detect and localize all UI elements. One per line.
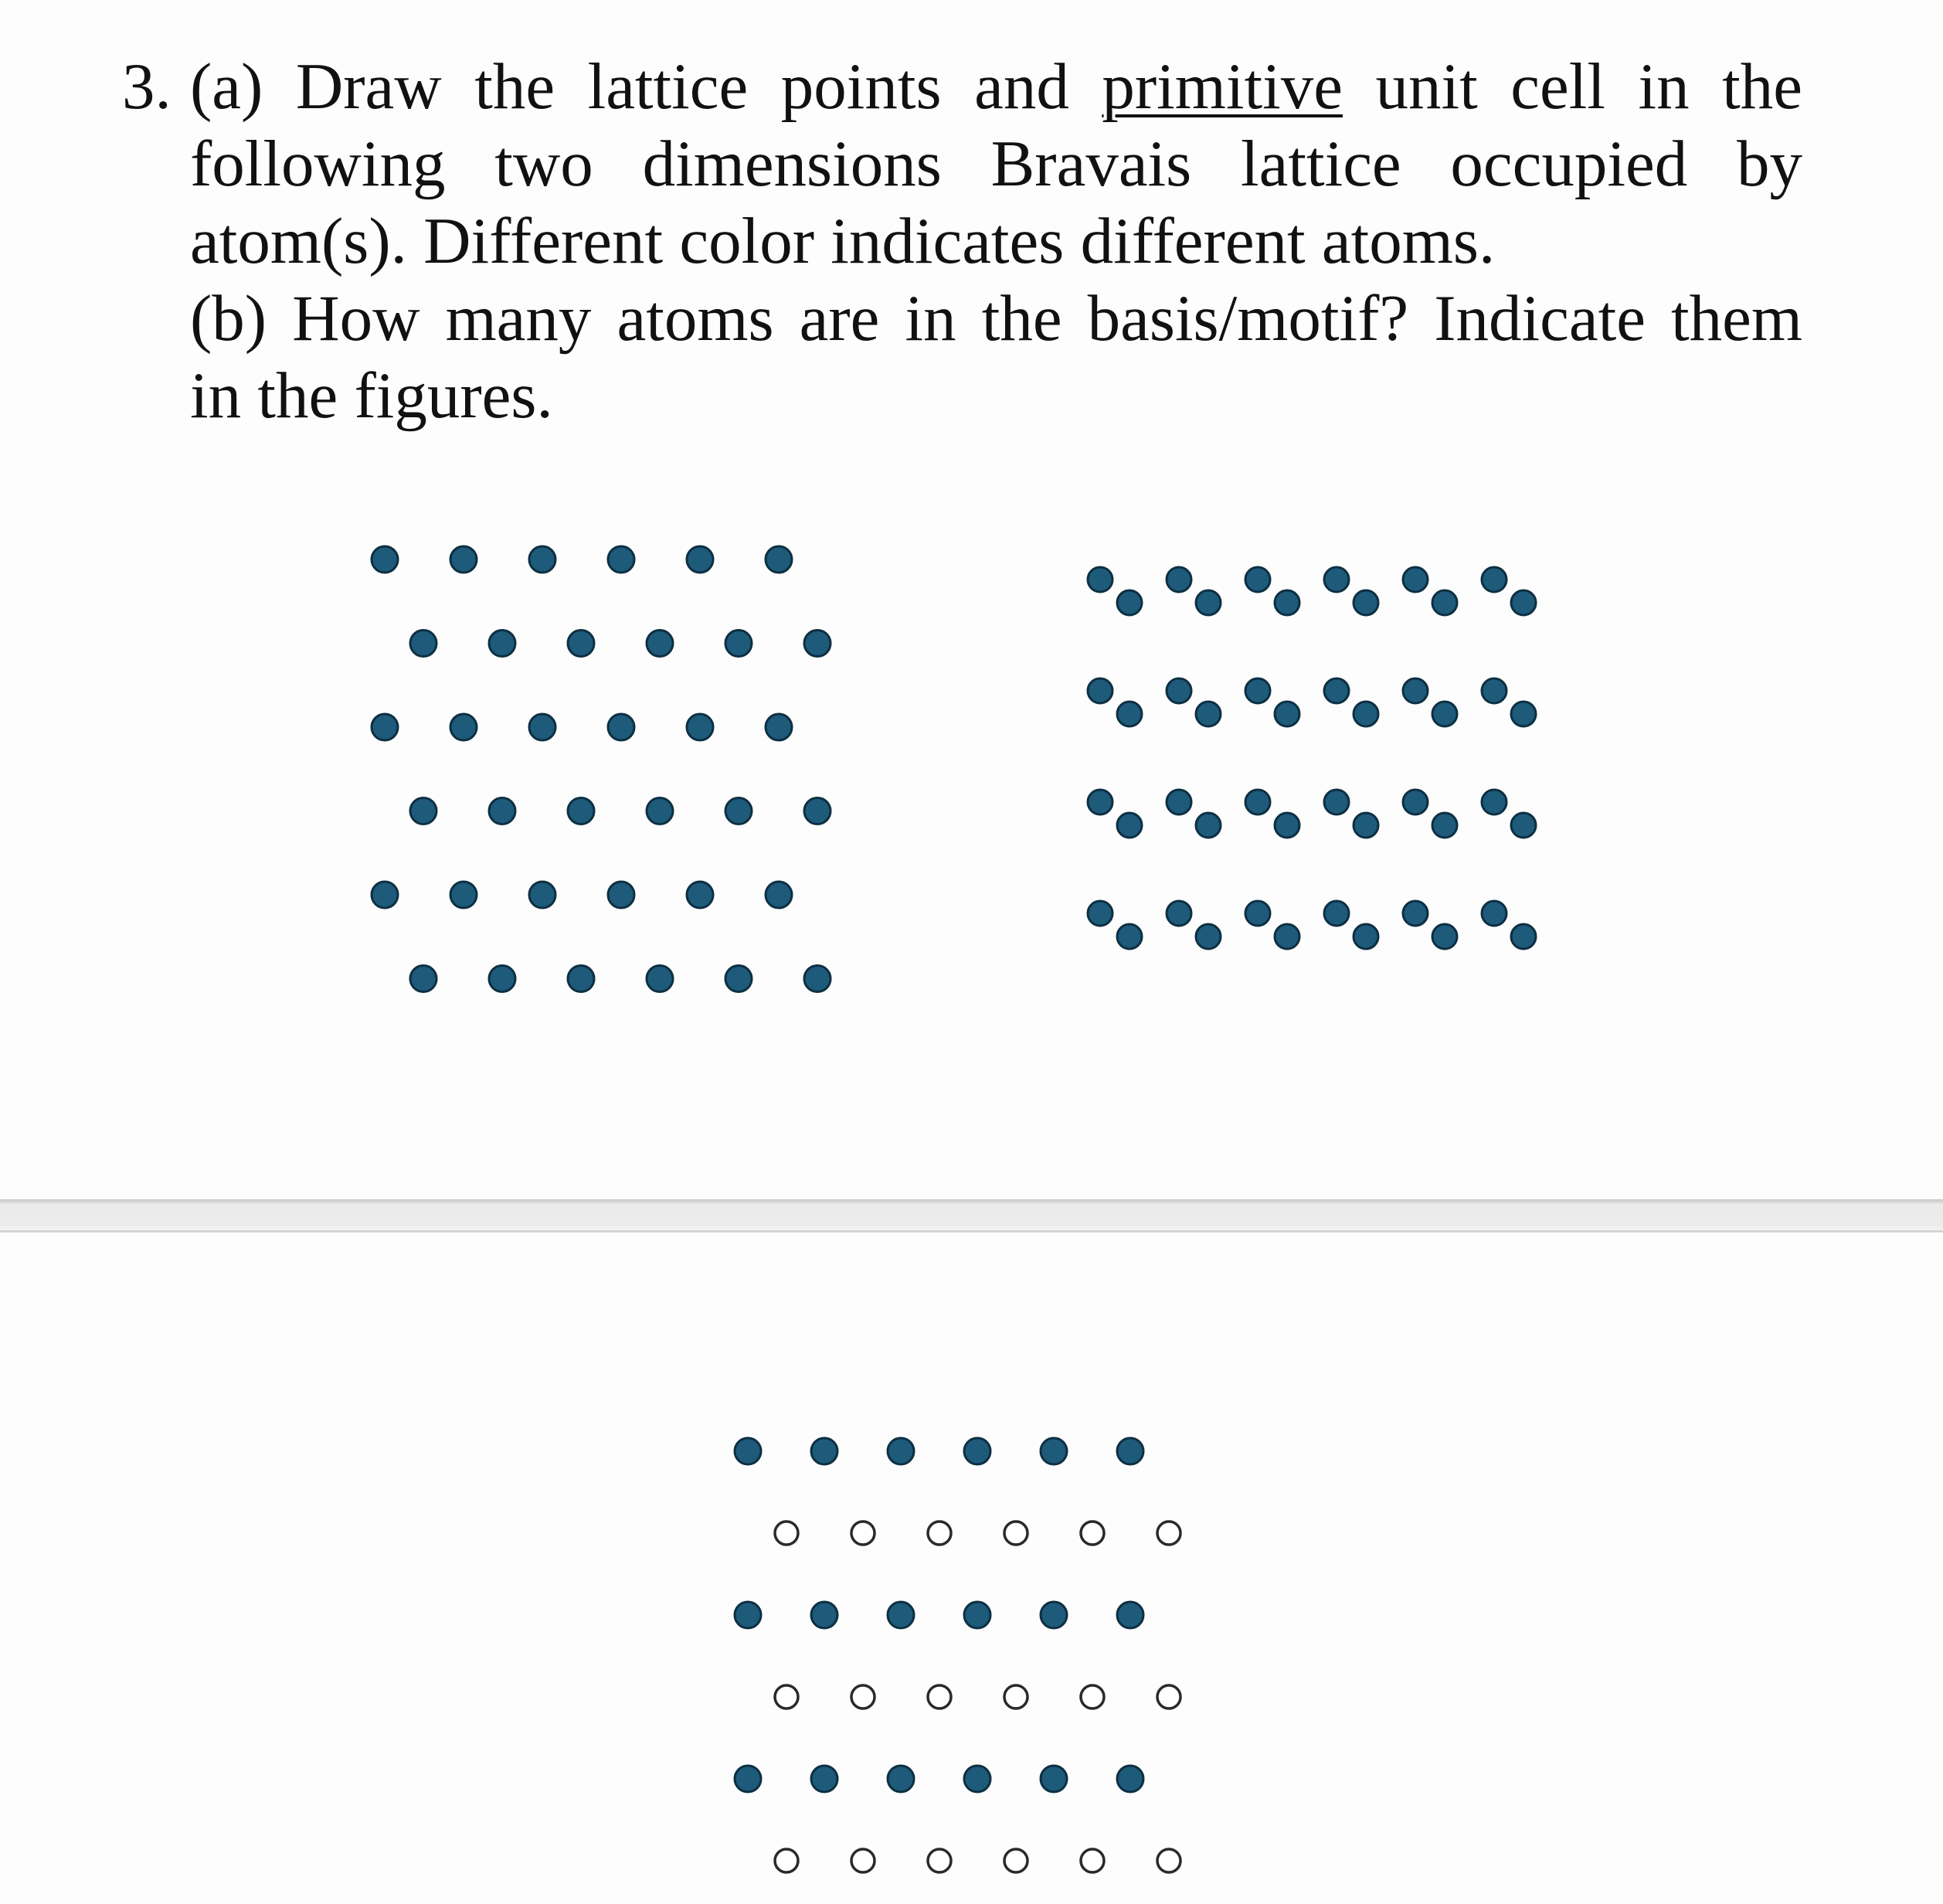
basis-atom-1 [1088, 567, 1112, 592]
lattice-atom [804, 631, 831, 657]
lattice-figure-1 [355, 525, 850, 1005]
filled-atom [964, 1766, 990, 1792]
basis-atom-1 [1167, 901, 1191, 926]
question-number: 3. [122, 50, 172, 123]
open-atom [775, 1685, 798, 1708]
lattice-atom [725, 966, 752, 992]
basis-atom-1 [1245, 790, 1270, 814]
question-line-2: following two dimensions Bravais lattice occupied by [190, 128, 1802, 200]
lattice-atom [489, 631, 515, 657]
basis-atom-1 [1403, 790, 1428, 814]
lattice-atom [647, 966, 673, 992]
basis-atom-1 [1403, 678, 1428, 703]
basis-atom-2 [1196, 924, 1221, 949]
basis-atom-2 [1275, 702, 1299, 726]
lattice-atom [687, 882, 713, 908]
open-atom [775, 1849, 798, 1872]
filled-atom [811, 1438, 837, 1464]
open-atom [1004, 1522, 1028, 1545]
basis-atom-2 [1511, 590, 1536, 615]
lattice-atom [529, 882, 555, 908]
basis-atom-2 [1511, 813, 1536, 838]
lattice-atom [687, 714, 713, 740]
lattice-atom [450, 882, 477, 908]
open-atom [851, 1849, 875, 1872]
basis-atom-2 [1511, 924, 1536, 949]
basis-atom-2 [1432, 590, 1457, 615]
filled-atom [1117, 1438, 1143, 1464]
open-atom [928, 1849, 951, 1872]
basis-atom-1 [1482, 678, 1507, 703]
lattice-atom [804, 966, 831, 992]
lattice-atom [647, 798, 673, 824]
open-atom [1157, 1522, 1180, 1545]
basis-atom-2 [1432, 924, 1457, 949]
lattice-atom [568, 631, 594, 657]
basis-atom-2 [1117, 590, 1142, 615]
basis-atom-1 [1088, 678, 1112, 703]
lattice-figure-2 [1066, 549, 1561, 981]
basis-atom-2 [1354, 702, 1378, 726]
basis-atom-1 [1482, 901, 1507, 926]
lattice-atom [804, 798, 831, 824]
filled-atom [1041, 1602, 1067, 1628]
lattice-atom [410, 798, 436, 824]
filled-atom [735, 1438, 761, 1464]
basis-atom-2 [1275, 590, 1299, 615]
open-atom [775, 1522, 798, 1545]
lattice-atom [410, 631, 436, 657]
lattice-atom [568, 966, 594, 992]
lattice-figure-3 [711, 1414, 1205, 1893]
lattice-atom [725, 631, 752, 657]
lattice-atom [766, 546, 792, 573]
question-line-1 [122, 48, 1802, 125]
basis-atom-1 [1088, 901, 1112, 926]
filled-atom [1041, 1766, 1067, 1792]
basis-atom-1 [1324, 901, 1349, 926]
open-atom [851, 1522, 875, 1545]
lattice-atom [410, 966, 436, 992]
filled-atom [735, 1602, 761, 1628]
basis-atom-2 [1354, 924, 1378, 949]
basis-atom-2 [1275, 813, 1299, 838]
basis-atom-2 [1511, 702, 1536, 726]
basis-atom-1 [1324, 678, 1349, 703]
lattice-atom [608, 882, 634, 908]
basis-atom-1 [1482, 567, 1507, 592]
filled-atom [811, 1602, 837, 1628]
lattice-atom [725, 798, 752, 824]
question-text [122, 48, 1802, 434]
lattice-atom [766, 714, 792, 740]
open-atom [1081, 1685, 1104, 1708]
filled-atom [964, 1438, 990, 1464]
question-line-3: atom(s). Different color indicates different atoms. [190, 205, 1496, 277]
basis-atom-2 [1196, 813, 1221, 838]
basis-atom-1 [1403, 567, 1428, 592]
open-atom [928, 1522, 951, 1545]
open-atom [1157, 1685, 1180, 1708]
lattice-atom [766, 882, 792, 908]
lattice-atom [489, 966, 515, 992]
primitive-underlined-word: primitive [1102, 50, 1343, 123]
page-divider [0, 1199, 1943, 1232]
basis-atom-2 [1432, 813, 1457, 838]
lattice-atom [529, 714, 555, 740]
open-atom [1157, 1849, 1180, 1872]
filled-atom [1117, 1766, 1143, 1792]
basis-atom-1 [1167, 790, 1191, 814]
filled-atom [888, 1438, 914, 1464]
page-divider-edge [0, 1230, 1943, 1232]
filled-atom [888, 1766, 914, 1792]
basis-atom-2 [1432, 702, 1457, 726]
basis-atom-2 [1196, 702, 1221, 726]
open-atom [1081, 1849, 1104, 1872]
question-part-a-start: (a) Draw the lattice points and [190, 50, 1069, 123]
filled-atom [964, 1602, 990, 1628]
basis-atom-2 [1275, 924, 1299, 949]
lattice-atom [647, 631, 673, 657]
open-atom [1004, 1849, 1028, 1872]
basis-atom-1 [1403, 901, 1428, 926]
open-atom [928, 1685, 951, 1708]
basis-atom-1 [1167, 567, 1191, 592]
lattice-atom [529, 546, 555, 573]
lattice-atom [608, 546, 634, 573]
lattice-atom [372, 882, 398, 908]
open-atom [1081, 1522, 1104, 1545]
basis-atom-1 [1324, 790, 1349, 814]
lattice-atom [372, 546, 398, 573]
basis-atom-1 [1482, 790, 1507, 814]
open-atom [1004, 1685, 1028, 1708]
lattice-atom [489, 798, 515, 824]
filled-atom [735, 1766, 761, 1792]
lattice-atom [568, 798, 594, 824]
filled-atom [811, 1766, 837, 1792]
basis-atom-2 [1117, 813, 1142, 838]
basis-atom-2 [1196, 590, 1221, 615]
basis-atom-1 [1088, 790, 1112, 814]
lattice-atom [450, 546, 477, 573]
basis-atom-2 [1117, 702, 1142, 726]
question-part-a-end: unit cell in the [1375, 50, 1802, 123]
question-line-5: in the figures. [190, 359, 553, 432]
basis-atom-2 [1354, 590, 1378, 615]
basis-atom-2 [1117, 924, 1142, 949]
filled-atom [888, 1602, 914, 1628]
basis-atom-1 [1167, 678, 1191, 703]
basis-atom-1 [1245, 567, 1270, 592]
lattice-atom [608, 714, 634, 740]
basis-atom-2 [1354, 813, 1378, 838]
lattice-atom [450, 714, 477, 740]
lattice-atom [687, 546, 713, 573]
filled-atom [1117, 1602, 1143, 1628]
lattice-atom [372, 714, 398, 740]
basis-atom-1 [1245, 901, 1270, 926]
basis-atom-1 [1324, 567, 1349, 592]
filled-atom [1041, 1438, 1067, 1464]
basis-atom-1 [1245, 678, 1270, 703]
open-atom [851, 1685, 875, 1708]
question-line-4: (b) How many atoms are in the basis/motif? Indicate them [190, 282, 1802, 355]
